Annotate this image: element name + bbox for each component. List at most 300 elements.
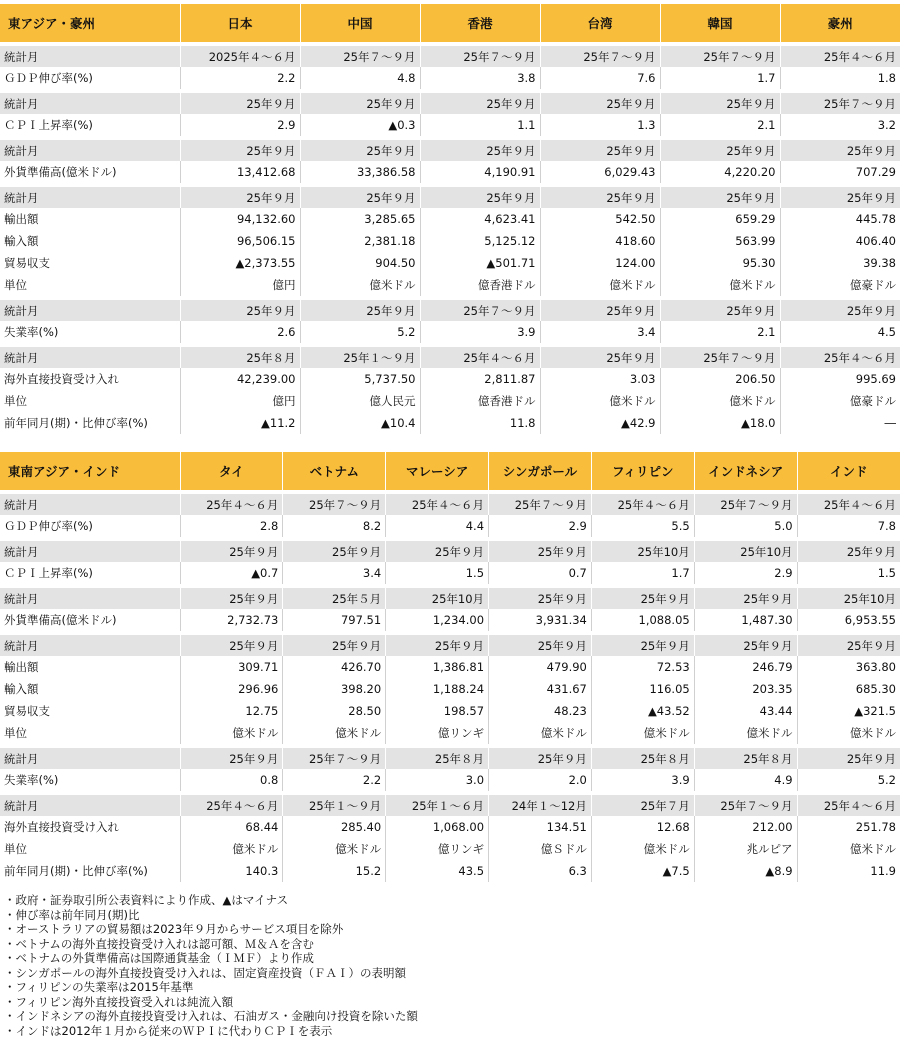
east-asia-australia-table <box>0 4 900 434</box>
table-cell: 億円 <box>180 390 300 412</box>
column-header: 中国 <box>300 4 420 44</box>
table-cell: 25年９月 <box>591 633 694 656</box>
period-row <box>0 91 900 114</box>
footnote-item: ・シンガポールの海外直接投資受け入れは、固定資産投資（ＦＡＩ）の表明額 <box>4 965 406 980</box>
row-label: 統計月 <box>0 345 180 368</box>
table-cell: 3,931.34 <box>489 609 592 633</box>
table-cell: 12.68 <box>591 816 694 838</box>
table-cell: 2.8 <box>180 515 283 539</box>
data-row <box>0 609 900 633</box>
table-cell: 25年７～９月 <box>300 44 420 67</box>
footnote-item: ・ベトナムの外貨準備高は国際通貨基金（ＩＭＦ）より作成 <box>4 951 314 965</box>
table-cell: 25年４～６月 <box>420 345 540 368</box>
table-cell: ▲7.5 <box>591 860 694 882</box>
table-cell: 25年９月 <box>420 185 540 208</box>
table-cell: 2.1 <box>660 114 780 138</box>
row-label: ＧＤＰ伸び率(%) <box>4 71 93 85</box>
table-cell: 億米ドル <box>540 390 660 412</box>
table-cell: 25年８月 <box>591 746 694 769</box>
table-cell: 億香港ドル <box>420 274 540 298</box>
data-row <box>0 769 900 793</box>
table-cell: 5.2 <box>797 769 900 793</box>
table-cell: ▲11.2 <box>180 412 300 434</box>
table-cell: 億米ドル <box>591 838 694 860</box>
table-cell: 206.50 <box>660 368 780 390</box>
table-cell: 43.44 <box>694 700 797 722</box>
table-cell: 4,190.91 <box>420 161 540 185</box>
table-cell: 1.7 <box>591 562 694 586</box>
table-cell: 25年９月 <box>540 298 660 321</box>
table-cell: 296.96 <box>180 678 283 700</box>
table-cell: 48.23 <box>489 700 592 722</box>
table-cell: 25年９月 <box>420 138 540 161</box>
column-header: 韓国 <box>660 4 780 44</box>
table-cell: ▲321.5 <box>797 700 900 722</box>
table-cell: 25年１～９月 <box>283 793 386 816</box>
table-cell: 251.78 <box>797 816 900 838</box>
table-cell: 25年９月 <box>283 633 386 656</box>
row-label: 統計月 <box>0 492 180 515</box>
data-row <box>0 208 900 230</box>
table-cell: 4.5 <box>780 321 900 345</box>
footnote-item: ・フィリピン海外直接投資受入れは純流入額 <box>4 994 234 1009</box>
table-cell: 25年９月 <box>300 185 420 208</box>
period-row <box>0 185 900 208</box>
table-cell: ▲501.71 <box>420 252 540 274</box>
table-cell: 25年９月 <box>660 298 780 321</box>
table-cell: 25年９月 <box>180 539 283 562</box>
table-title: 東南アジア・インド <box>0 452 180 492</box>
table-cell: 億米ドル <box>591 722 694 746</box>
table-cell: ▲0.3 <box>300 114 420 138</box>
table-cell: 398.20 <box>283 678 386 700</box>
row-label: 貿易収支 <box>4 256 50 270</box>
row-label: 統計月 <box>0 793 180 816</box>
table-cell: 3.9 <box>591 769 694 793</box>
table-cell: 33,386.58 <box>300 161 420 185</box>
row-label: 統計月 <box>0 44 180 67</box>
footnote-item: ・インドは2012年１月から従来のＷＰＩに代わりＣＰＩを表示 <box>4 1023 333 1038</box>
table-cell: 億米ドル <box>797 838 900 860</box>
row-label: 海外直接投資受け入れ <box>4 372 119 386</box>
table-cell: 426.70 <box>283 656 386 678</box>
table-cell: 25年７～９月 <box>694 793 797 816</box>
table-cell: 95.30 <box>660 252 780 274</box>
row-label: 単位 <box>4 394 27 408</box>
table-cell: ▲8.9 <box>694 860 797 882</box>
data-row <box>0 114 900 138</box>
row-label: 輸出額 <box>4 660 39 674</box>
table-cell: 25年９月 <box>489 633 592 656</box>
footnote-item: ・伸び率は前年同月(期)比 <box>4 907 140 922</box>
table-cell: 4.9 <box>694 769 797 793</box>
table-cell: 1,487.30 <box>694 609 797 633</box>
footnote-item: ・インドネシアの海外直接投資受け入れは、石油ガス・金融向け投資を除いた額 <box>4 1009 418 1023</box>
table-cell: 212.00 <box>694 816 797 838</box>
table-cell: 25年５月 <box>283 586 386 609</box>
table-cell: 904.50 <box>300 252 420 274</box>
period-row <box>0 492 900 515</box>
table-cell: 134.51 <box>489 816 592 838</box>
column-header: ベトナム <box>283 452 386 492</box>
data-row <box>0 562 900 586</box>
table-cell: 億リンギ <box>386 838 489 860</box>
table-cell: 1.8 <box>780 67 900 91</box>
table-cell: 3.4 <box>540 321 660 345</box>
data-row <box>0 678 900 700</box>
column-header: シンガポール <box>489 452 592 492</box>
data-row <box>0 368 900 390</box>
data-row <box>0 274 900 298</box>
table-cell: 億米ドル <box>283 838 386 860</box>
row-label: ＧＤＰ伸び率(%) <box>4 519 93 533</box>
table-cell: 707.29 <box>780 161 900 185</box>
period-row <box>0 586 900 609</box>
table-cell: 94,132.60 <box>180 208 300 230</box>
period-row <box>0 746 900 769</box>
row-label: 海外直接投資受け入れ <box>4 820 119 834</box>
table-cell: 25年９月 <box>386 633 489 656</box>
table-cell: 25年９月 <box>780 138 900 161</box>
table-cell: 0.8 <box>180 769 283 793</box>
table-cell: 5.2 <box>300 321 420 345</box>
table-cell: 2,732.73 <box>180 609 283 633</box>
table-cell: 25年９月 <box>780 298 900 321</box>
table-cell: 1,188.24 <box>386 678 489 700</box>
data-row <box>0 321 900 345</box>
footnote-item: ・フィリピンの失業率は2015年基準 <box>4 980 194 994</box>
column-header: 日本 <box>180 4 300 44</box>
header-row <box>0 4 900 44</box>
table-cell: 25年９月 <box>300 298 420 321</box>
table-cell: 1.5 <box>797 562 900 586</box>
table-cell: 11.8 <box>420 412 540 434</box>
table-cell: 25年４～６月 <box>386 492 489 515</box>
table-cell: 1,068.00 <box>386 816 489 838</box>
table-cell: ▲43.52 <box>591 700 694 722</box>
table-cell: 25年９月 <box>180 746 283 769</box>
table-cell: 25年８月 <box>694 746 797 769</box>
table-cell: 246.79 <box>694 656 797 678</box>
row-label: 単位 <box>4 278 27 292</box>
table-cell: 億豪ドル <box>780 274 900 298</box>
table-cell: 2.0 <box>489 769 592 793</box>
row-label: 前年同月(期)・比伸び率(%) <box>4 864 148 878</box>
table-cell: 億米ドル <box>489 722 592 746</box>
table-body <box>0 452 900 882</box>
table-cell: 11.9 <box>797 860 900 882</box>
table-cell: 418.60 <box>540 230 660 252</box>
table-cell: 25年９月 <box>489 586 592 609</box>
row-label: 外貨準備高(億米ドル) <box>4 613 117 627</box>
southeast-asia-india-table <box>0 452 900 882</box>
data-row <box>0 838 900 860</box>
table-cell: 25年９月 <box>420 91 540 114</box>
table-cell: 42,239.00 <box>180 368 300 390</box>
table-cell: 億米ドル <box>283 722 386 746</box>
table-cell: 2.2 <box>180 67 300 91</box>
table-cell: 203.35 <box>694 678 797 700</box>
table-cell: 2,381.18 <box>300 230 420 252</box>
table-cell: 25年８月 <box>180 345 300 368</box>
table-cell: 25年７～９月 <box>489 492 592 515</box>
table-cell: ▲10.4 <box>300 412 420 434</box>
table-cell: 億豪ドル <box>780 390 900 412</box>
footnote-item: ・ベトナムの海外直接投資受け入れは認可額、Ｍ＆Ａを含む <box>4 936 314 951</box>
table-cell: 6,953.55 <box>797 609 900 633</box>
table-cell: 兆ルピア <box>694 838 797 860</box>
row-label: 統計月 <box>0 138 180 161</box>
table-cell: 25年４～６月 <box>797 793 900 816</box>
table-cell: 25年１～９月 <box>300 345 420 368</box>
table-cell: 25年９月 <box>489 539 592 562</box>
table-cell: 25年９月 <box>283 539 386 562</box>
table-cell: 5,737.50 <box>300 368 420 390</box>
table-cell: 140.3 <box>180 860 283 882</box>
table-cell: 3.2 <box>780 114 900 138</box>
table-cell: 25年９月 <box>797 746 900 769</box>
table-cell: 445.78 <box>780 208 900 230</box>
table-cell: 2.6 <box>180 321 300 345</box>
table-cell: 25年９月 <box>180 633 283 656</box>
row-label: 統計月 <box>0 91 180 114</box>
table-cell: ― <box>780 412 900 434</box>
table-cell: 1.3 <box>540 114 660 138</box>
table-cell: 12.75 <box>180 700 283 722</box>
table-cell: 億米ドル <box>660 390 780 412</box>
table-cell: 8.2 <box>283 515 386 539</box>
table-cell: 685.30 <box>797 678 900 700</box>
period-row <box>0 793 900 816</box>
table-cell: 4.8 <box>300 67 420 91</box>
row-label: ＣＰＩ上昇率(%) <box>4 566 93 580</box>
table-cell: 563.99 <box>660 230 780 252</box>
table-cell: 億米ドル <box>180 722 283 746</box>
data-row <box>0 412 900 434</box>
column-header: 豪州 <box>780 4 900 44</box>
footnote-item: ・政府・証券取引所公表資料により作成、▲はマイナス <box>4 893 289 907</box>
table-cell: 6,029.43 <box>540 161 660 185</box>
table-cell: 3.0 <box>386 769 489 793</box>
column-header: 香港 <box>420 4 540 44</box>
column-header: 台湾 <box>540 4 660 44</box>
data-row <box>0 252 900 274</box>
row-label: 統計月 <box>0 746 180 769</box>
table-cell: 2025年４～６月 <box>180 44 300 67</box>
table-cell: 億米ドル <box>180 838 283 860</box>
table-cell: 25年９月 <box>540 91 660 114</box>
table-cell: 309.71 <box>180 656 283 678</box>
table-cell: 25年９月 <box>489 746 592 769</box>
table-cell: 25年９月 <box>694 633 797 656</box>
table-cell: ▲0.7 <box>180 562 283 586</box>
data-row <box>0 230 900 252</box>
table-cell: 363.80 <box>797 656 900 678</box>
table-cell: 3.8 <box>420 67 540 91</box>
table-title: 東アジア・豪州 <box>0 4 180 44</box>
row-label: 統計月 <box>0 539 180 562</box>
table-cell: 億Ｓドル <box>489 838 592 860</box>
row-label: 輸入額 <box>4 234 39 248</box>
table-cell: 2,811.87 <box>420 368 540 390</box>
table-cell: 25年９月 <box>797 539 900 562</box>
table-cell: 68.44 <box>180 816 283 838</box>
table-cell: 3,285.65 <box>300 208 420 230</box>
table-cell: 億円 <box>180 274 300 298</box>
table-cell: 億米ドル <box>300 274 420 298</box>
table-cell: 1.5 <box>386 562 489 586</box>
table-cell: 億リンギ <box>386 722 489 746</box>
table-cell: 3.4 <box>283 562 386 586</box>
table-cell: 25年９月 <box>660 91 780 114</box>
table-cell: 25年７～９月 <box>283 492 386 515</box>
table-cell: 2.9 <box>180 114 300 138</box>
table-cell: 4,623.41 <box>420 208 540 230</box>
row-label: 単位 <box>4 842 27 856</box>
row-label: 統計月 <box>0 185 180 208</box>
table-cell: 24年１～12月 <box>489 793 592 816</box>
table-cell: 3.03 <box>540 368 660 390</box>
table-cell: 659.29 <box>660 208 780 230</box>
table-cell: ▲2,373.55 <box>180 252 300 274</box>
column-header: フィリピン <box>591 452 694 492</box>
table-cell: 1,088.05 <box>591 609 694 633</box>
data-row <box>0 515 900 539</box>
table-body <box>0 4 900 434</box>
table-cell: 4,220.20 <box>660 161 780 185</box>
table-cell: 25年９月 <box>180 185 300 208</box>
table-cell: 15.2 <box>283 860 386 882</box>
table-cell: 43.5 <box>386 860 489 882</box>
table-cell: 7.8 <box>797 515 900 539</box>
table-cell: 3.9 <box>420 321 540 345</box>
header-row <box>0 452 900 492</box>
table-cell: 億人民元 <box>300 390 420 412</box>
table-cell: 億米ドル <box>540 274 660 298</box>
table-cell: 25年７～９月 <box>780 91 900 114</box>
data-row <box>0 390 900 412</box>
table-cell: 285.40 <box>283 816 386 838</box>
table-cell: 25年７～９月 <box>420 298 540 321</box>
period-row <box>0 539 900 562</box>
data-row <box>0 816 900 838</box>
row-label: 外貨準備高(億米ドル) <box>4 165 117 179</box>
table-cell: 479.90 <box>489 656 592 678</box>
table-cell: 25年１～６月 <box>386 793 489 816</box>
table-cell: 25年４～６月 <box>780 345 900 368</box>
footnote-item: ・オーストラリアの貿易額は2023年９月からサービス項目を除外 <box>4 922 344 936</box>
data-row <box>0 67 900 91</box>
table-cell: 25年９月 <box>180 91 300 114</box>
table-cell: 25年９月 <box>694 586 797 609</box>
table-cell: 4.4 <box>386 515 489 539</box>
table-cell: 25年４～６月 <box>591 492 694 515</box>
data-row <box>0 161 900 185</box>
table-cell: 25年９月 <box>540 345 660 368</box>
table-cell: 25年10月 <box>386 586 489 609</box>
table-cell: 542.50 <box>540 208 660 230</box>
row-label: 単位 <box>4 726 27 740</box>
table-cell: 5.5 <box>591 515 694 539</box>
row-label: 貿易収支 <box>4 704 50 718</box>
table-cell: 25年９月 <box>591 586 694 609</box>
row-label: 失業率(%) <box>4 325 59 339</box>
table-cell: 25年７～９月 <box>660 345 780 368</box>
row-label: 輸入額 <box>4 682 39 696</box>
row-label: 失業率(%) <box>4 773 59 787</box>
table-cell: 25年９月 <box>180 298 300 321</box>
table-cell: 406.40 <box>780 230 900 252</box>
table-cell: 995.69 <box>780 368 900 390</box>
table-cell: 25年10月 <box>591 539 694 562</box>
table-cell: 25年９月 <box>540 138 660 161</box>
table-cell: ▲42.9 <box>540 412 660 434</box>
table-cell: 116.05 <box>591 678 694 700</box>
table-cell: 39.38 <box>780 252 900 274</box>
period-row <box>0 345 900 368</box>
footnotes <box>4 893 418 1038</box>
table-cell: 億米ドル <box>797 722 900 746</box>
column-header: マレーシア <box>386 452 489 492</box>
table-cell: 431.67 <box>489 678 592 700</box>
table-cell: 25年９月 <box>660 185 780 208</box>
table-cell: 1.1 <box>420 114 540 138</box>
table-cell: 25年４～６月 <box>180 793 283 816</box>
table-cell: 25年10月 <box>797 586 900 609</box>
table-cell: 25年９月 <box>797 633 900 656</box>
data-row <box>0 700 900 722</box>
table-cell: 億米ドル <box>694 722 797 746</box>
table-cell: 25年９月 <box>180 138 300 161</box>
table-cell: 6.3 <box>489 860 592 882</box>
row-label: 統計月 <box>0 298 180 321</box>
table-cell: 25年９月 <box>300 91 420 114</box>
data-row <box>0 656 900 678</box>
table-cell: 25年９月 <box>300 138 420 161</box>
period-row <box>0 633 900 656</box>
row-label: ＣＰＩ上昇率(%) <box>4 118 93 132</box>
table-cell: 25年９月 <box>540 185 660 208</box>
table-cell: 億香港ドル <box>420 390 540 412</box>
row-label: 統計月 <box>0 586 180 609</box>
table-cell: 億米ドル <box>660 274 780 298</box>
table-cell: 25年４～６月 <box>180 492 283 515</box>
table-cell: 25年９月 <box>180 586 283 609</box>
table-cell: 1,234.00 <box>386 609 489 633</box>
table-cell: 0.7 <box>489 562 592 586</box>
table-cell: 28.50 <box>283 700 386 722</box>
table-cell: 25年７～９月 <box>283 746 386 769</box>
table-cell: 124.00 <box>540 252 660 274</box>
table-cell: 2.9 <box>489 515 592 539</box>
table-cell: 25年９月 <box>660 138 780 161</box>
table-cell: 797.51 <box>283 609 386 633</box>
table-cell: 25年７～９月 <box>540 44 660 67</box>
table-cell: 25年４～６月 <box>797 492 900 515</box>
table-cell: 25年10月 <box>694 539 797 562</box>
table-cell: 1.7 <box>660 67 780 91</box>
table-cell: 25年７～９月 <box>420 44 540 67</box>
table-cell: 2.1 <box>660 321 780 345</box>
column-header: タイ <box>180 452 283 492</box>
table-cell: 25年７月 <box>591 793 694 816</box>
table-cell: 25年９月 <box>386 539 489 562</box>
table-cell: 198.57 <box>386 700 489 722</box>
period-row <box>0 44 900 67</box>
table-cell: 25年７～９月 <box>694 492 797 515</box>
table-cell: 25年７～９月 <box>660 44 780 67</box>
period-row <box>0 298 900 321</box>
